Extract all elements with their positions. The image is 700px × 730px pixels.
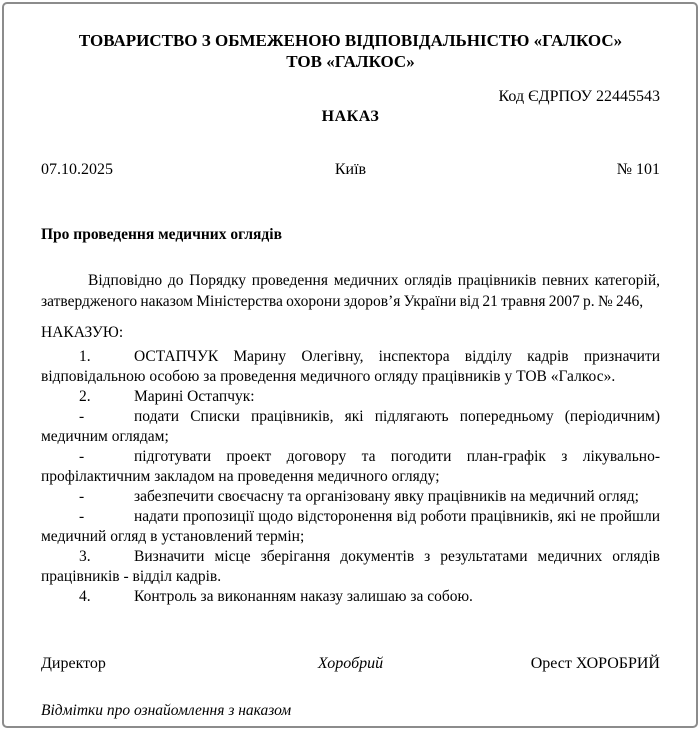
date-city-number-row	[41, 160, 660, 180]
org-name-full: ТОВАРИСТВО З ОБМЕЖЕНОЮ ВІДПОВІДАЛЬНІСТЮ «ГАЛКОС»	[78, 31, 623, 50]
order-item-2-sub-2	[41, 447, 660, 487]
signature-row	[41, 654, 660, 674]
intro-paragraph: Відповідно до Порядку проведення медичних оглядів працівників певних категорій, затвердженого наказом Міністерства охорони здоров’я України від 21 травня 2007 р. № 246,	[41, 272, 660, 310]
item-text: надати пропозиції щодо відсторонення від роботи працівників, які не пройшли медичний огляд в установлений термін;	[41, 508, 660, 545]
signer-role: Директор	[41, 655, 106, 672]
order-item-1	[41, 347, 660, 387]
signer-name: Орест ХОРОБРИЙ	[530, 655, 660, 672]
item-text: Контроль за виконанням наказу залишаю за собою.	[134, 588, 473, 605]
item-text: підготувати проект договору та погодити план-графік з лікувально-профілактичним закладом на проведення медичного огляду;	[41, 448, 660, 485]
order-word: НАКАЗУЮ:	[41, 324, 124, 341]
order-items	[41, 347, 660, 607]
item-marker: 3.	[79, 548, 91, 565]
acknowledgement-note: Відмітки про ознайомлення з наказом	[41, 702, 292, 719]
item-text: ОСТАПЧУК Марину Олегівну, інспектора відділу кадрів призначити відповідальною особою за проведення медичного огляду працівників у ТОВ «Галкос».	[41, 348, 660, 385]
order-item-2	[41, 387, 660, 407]
item-marker: -	[79, 508, 85, 525]
item-text: подати Списки працівників, які підлягають попередньому (періодичним) медичним оглядам;	[41, 408, 660, 445]
item-marker: 2.	[79, 388, 91, 405]
document-city: Київ	[334, 161, 367, 178]
order-item-4	[41, 587, 660, 607]
edrpou-code: Код ЄДРПОУ 22445543	[498, 88, 660, 105]
document-subject: Про проведення медичних оглядів	[41, 226, 282, 243]
document-number: № 101	[616, 161, 660, 178]
signature-handwritten: Хоробрий	[317, 655, 384, 672]
document-date: 07.10.2025	[41, 161, 113, 178]
order-item-2-sub-3	[41, 487, 660, 507]
document-type-title: НАКАЗ	[321, 108, 380, 125]
item-text: Визначити місце зберігання документів з результатами медичних оглядів працівників - відділ кадрів.	[41, 548, 660, 585]
item-marker: -	[79, 408, 85, 425]
order-item-2-sub-1	[41, 407, 660, 447]
order-item-3	[41, 547, 660, 587]
document-content	[4, 4, 696, 721]
item-marker: -	[79, 448, 85, 465]
item-text: забезпечити своєчасну та організовану явку працівників на медичний огляд;	[134, 488, 639, 505]
item-marker: 1.	[79, 348, 91, 365]
org-name-short: ТОВ «ГАЛКОС»	[286, 52, 415, 71]
item-marker: 4.	[79, 588, 91, 605]
order-item-2-sub-4	[41, 507, 660, 547]
item-text: Марині Остапчук:	[134, 388, 255, 405]
item-marker: -	[79, 488, 85, 505]
document-page	[2, 2, 698, 728]
